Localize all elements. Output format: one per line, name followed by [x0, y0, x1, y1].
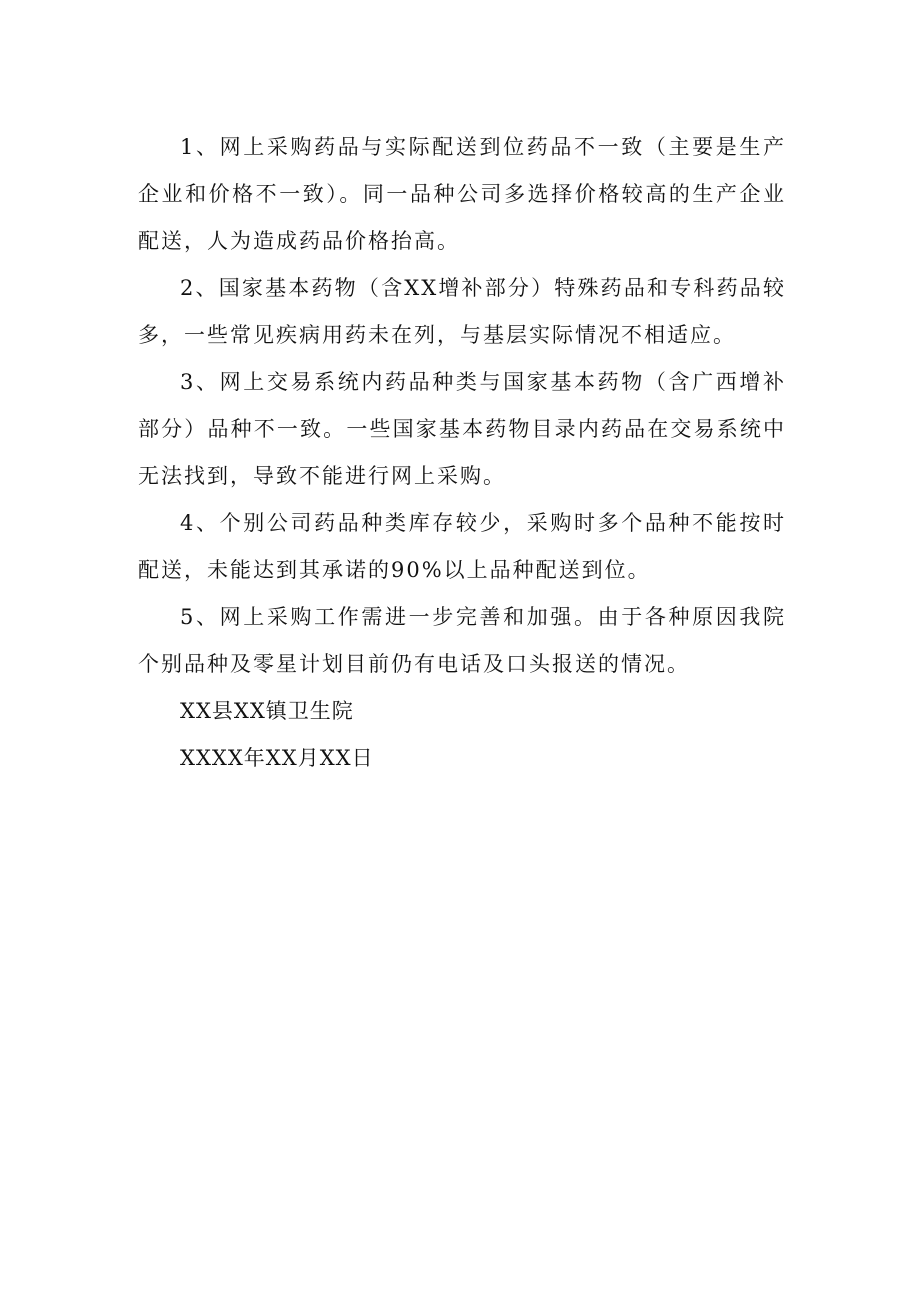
signature-organization: XX县XX镇卫生院: [180, 699, 354, 723]
paragraph-2: 2、国家基本药物（含XX增补部分）特殊药品和专科药品较多，一些常见疾病用药未在列，与基层实际情况不相适应。: [138, 276, 786, 347]
paragraph-1: 1、网上采购药品与实际配送到位药品不一致（主要是生产企业和价格不一致）。同一品种公司多选择价格较高的生产企业配送，人为造成药品价格抬高。: [138, 135, 786, 253]
paragraph-3: 3、网上交易系统内药品种类与国家基本药物（含广西增补部分）品种不一致。一些国家基本药物目录内药品在交易系统中无法找到，导致不能进行网上采购。: [138, 370, 786, 488]
signature-date: XXXX年XX月XX日: [180, 746, 374, 770]
paragraph-5: 5、网上采购工作需进一步完善和加强。由于各种原因我院个别品种及零星计划目前仍有电话及口头报送的情况。: [138, 605, 786, 676]
paragraph-4: 4、个别公司药品种类库存较少，采购时多个品种不能按时配送，未能达到其承诺的90%以上品种配送到位。: [138, 511, 786, 582]
document-body: [138, 124, 786, 782]
